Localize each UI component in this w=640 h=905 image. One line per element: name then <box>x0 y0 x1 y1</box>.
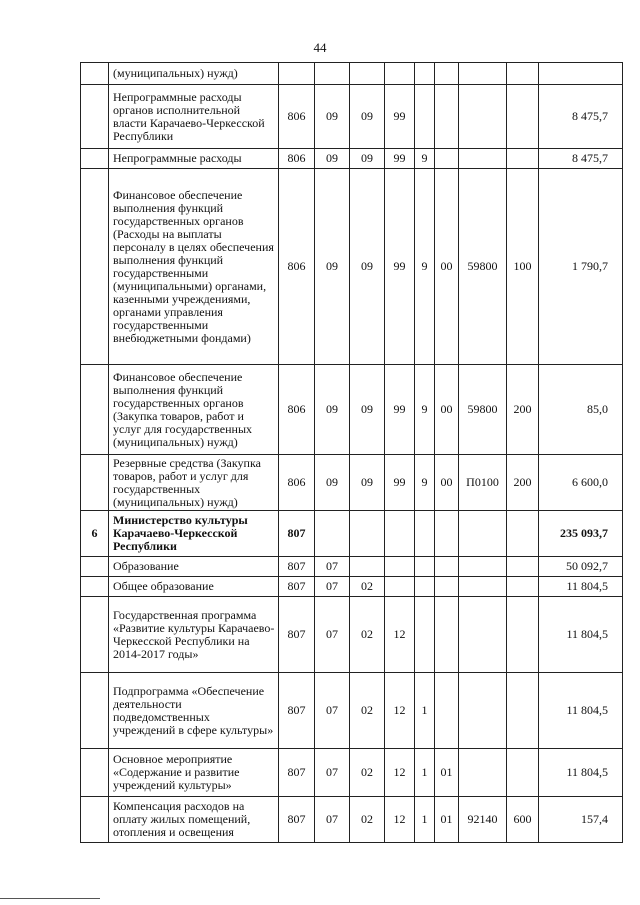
subsection-code-cell: 09 <box>350 85 385 149</box>
subprogram-code-cell: 1 <box>415 673 435 749</box>
subprogram-code-cell <box>415 63 435 85</box>
activity-code-cell <box>435 63 459 85</box>
program-code-cell: 99 <box>385 85 415 149</box>
program-code-cell: 12 <box>385 597 415 673</box>
row-number-cell <box>81 749 109 797</box>
subsection-code-cell <box>350 511 385 557</box>
subsection-code-cell: 09 <box>350 149 385 169</box>
subsection-code-cell: 02 <box>350 673 385 749</box>
subprogram-code-cell: 9 <box>415 169 435 365</box>
direction-code-cell <box>459 597 507 673</box>
amount-cell: 8 475,7 <box>539 149 623 169</box>
expense-type-code-cell <box>507 63 539 85</box>
page-edge-line <box>0 898 100 899</box>
expense-name-cell: Общее образование <box>109 577 279 597</box>
subprogram-code-cell: 9 <box>415 149 435 169</box>
row-number-cell <box>81 455 109 511</box>
ministry-code-cell: 807 <box>279 797 315 843</box>
direction-code-cell: П0100 <box>459 455 507 511</box>
table-row <box>81 169 623 365</box>
direction-code-cell <box>459 511 507 557</box>
subsection-code-cell: 09 <box>350 169 385 365</box>
activity-code-cell: 01 <box>435 797 459 843</box>
section-code-cell: 09 <box>315 149 350 169</box>
section-code-cell: 07 <box>315 557 350 577</box>
table-row <box>81 63 623 85</box>
activity-code-cell: 00 <box>435 455 459 511</box>
expense-name-cell: (муниципальных) нужд) <box>109 63 279 85</box>
section-code-cell: 09 <box>315 85 350 149</box>
amount-cell: 1 790,7 <box>539 169 623 365</box>
subsection-code-cell <box>350 63 385 85</box>
subsection-code-cell: 02 <box>350 597 385 673</box>
subprogram-code-cell: 1 <box>415 749 435 797</box>
row-number-cell <box>81 557 109 577</box>
expense-type-code-cell <box>507 557 539 577</box>
program-code-cell: 12 <box>385 797 415 843</box>
expense-name-cell: Компенсация расходов на оплату жилых помещений, отопления и освещения <box>109 797 279 843</box>
expense-name-cell: Подпрограмма «Обеспечение деятельности подведомственных учреждений в сфере культуры» <box>109 673 279 749</box>
subsection-code-cell: 02 <box>350 797 385 843</box>
activity-code-cell <box>435 577 459 597</box>
amount-cell: 6 600,0 <box>539 455 623 511</box>
subprogram-code-cell <box>415 511 435 557</box>
expense-name-cell: Основное мероприятие «Содержание и развитие учреждений культуры» <box>109 749 279 797</box>
section-code-cell: 07 <box>315 797 350 843</box>
table-row <box>81 511 623 557</box>
expense-name-cell: Резервные средства (Закупка товаров, работ и услуг для государственных (муниципальных) нужд) <box>109 455 279 511</box>
amount-cell: 157,4 <box>539 797 623 843</box>
ministry-code-cell: 807 <box>279 597 315 673</box>
amount-cell: 11 804,5 <box>539 577 623 597</box>
subprogram-code-cell: 1 <box>415 797 435 843</box>
expense-type-code-cell <box>507 149 539 169</box>
expense-name-cell: Финансовое обеспечение выполнения функций государственных органов (Расходы на выплаты персоналу в целях обеспечения выполнения функций государственными (муниципальными) органами, казенными учреждениями, органами управления государственными внебюджетными фондами) <box>109 169 279 365</box>
amount-cell: 11 804,5 <box>539 673 623 749</box>
ministry-code-cell: 806 <box>279 85 315 149</box>
ministry-code-cell: 807 <box>279 577 315 597</box>
expense-type-code-cell <box>507 511 539 557</box>
section-code-cell: 09 <box>315 169 350 365</box>
program-code-cell <box>385 511 415 557</box>
section-code-cell <box>315 511 350 557</box>
row-number-cell <box>81 673 109 749</box>
expense-type-code-cell <box>507 577 539 597</box>
row-number-cell <box>81 169 109 365</box>
ministry-code-cell: 806 <box>279 455 315 511</box>
page-number: 44 <box>313 40 327 55</box>
ministry-code-cell: 807 <box>279 557 315 577</box>
subprogram-code-cell <box>415 557 435 577</box>
expense-name-cell: Государственная программа «Развитие культуры Карачаево-Черкесской Республики на 2014-2017 годы» <box>109 597 279 673</box>
direction-code-cell <box>459 63 507 85</box>
expense-type-code-cell: 100 <box>507 169 539 365</box>
ministry-code-cell <box>279 63 315 85</box>
subsection-code-cell: 02 <box>350 749 385 797</box>
section-code-cell: 07 <box>315 673 350 749</box>
row-number-cell <box>81 149 109 169</box>
expense-type-code-cell <box>507 749 539 797</box>
table-body <box>81 63 623 843</box>
program-code-cell <box>385 577 415 597</box>
table-row <box>81 455 623 511</box>
section-code-cell: 07 <box>315 749 350 797</box>
subprogram-code-cell <box>415 577 435 597</box>
program-code-cell: 99 <box>385 365 415 455</box>
direction-code-cell <box>459 149 507 169</box>
row-number-cell <box>81 597 109 673</box>
direction-code-cell <box>459 577 507 597</box>
amount-cell: 8 475,7 <box>539 85 623 149</box>
amount-cell: 11 804,5 <box>539 749 623 797</box>
expense-name-cell: Министерство культуры Карачаево-Черкесской Республики <box>109 511 279 557</box>
activity-code-cell <box>435 85 459 149</box>
row-number-cell <box>81 63 109 85</box>
subprogram-code-cell <box>415 597 435 673</box>
amount-cell: 235 093,7 <box>539 511 623 557</box>
section-code-cell: 07 <box>315 577 350 597</box>
program-code-cell: 12 <box>385 749 415 797</box>
program-code-cell: 99 <box>385 169 415 365</box>
ministry-code-cell: 806 <box>279 149 315 169</box>
activity-code-cell <box>435 597 459 673</box>
amount-cell: 50 092,7 <box>539 557 623 577</box>
direction-code-cell: 92140 <box>459 797 507 843</box>
section-code-cell: 09 <box>315 455 350 511</box>
expense-type-code-cell <box>507 85 539 149</box>
subprogram-code-cell <box>415 85 435 149</box>
table-row <box>81 577 623 597</box>
expense-type-code-cell: 200 <box>507 365 539 455</box>
direction-code-cell <box>459 749 507 797</box>
ministry-code-cell: 807 <box>279 673 315 749</box>
row-number-cell <box>81 797 109 843</box>
table-row <box>81 365 623 455</box>
direction-code-cell: 59800 <box>459 365 507 455</box>
direction-code-cell: 59800 <box>459 169 507 365</box>
activity-code-cell: 01 <box>435 749 459 797</box>
ministry-code-cell: 806 <box>279 169 315 365</box>
row-number-cell <box>81 365 109 455</box>
table-row <box>81 597 623 673</box>
expense-name-cell: Образование <box>109 557 279 577</box>
activity-code-cell <box>435 149 459 169</box>
subsection-code-cell: 02 <box>350 577 385 597</box>
table-row <box>81 673 623 749</box>
table-row <box>81 557 623 577</box>
subprogram-code-cell: 9 <box>415 365 435 455</box>
direction-code-cell <box>459 557 507 577</box>
section-code-cell <box>315 63 350 85</box>
table-row <box>81 85 623 149</box>
activity-code-cell <box>435 557 459 577</box>
activity-code-cell: 00 <box>435 365 459 455</box>
expense-name-cell: Финансовое обеспечение выполнения функций государственных органов (Закупка товаров, работ и услуг для государственных (муниципальных) нужд) <box>109 365 279 455</box>
activity-code-cell <box>435 511 459 557</box>
direction-code-cell <box>459 673 507 749</box>
expense-type-code-cell <box>507 597 539 673</box>
program-code-cell: 99 <box>385 455 415 511</box>
amount-cell: 85,0 <box>539 365 623 455</box>
table-row <box>81 749 623 797</box>
table-row <box>81 797 623 843</box>
subsection-code-cell <box>350 557 385 577</box>
subprogram-code-cell: 9 <box>415 455 435 511</box>
section-code-cell: 07 <box>315 597 350 673</box>
subsection-code-cell: 09 <box>350 455 385 511</box>
ministry-code-cell: 806 <box>279 365 315 455</box>
activity-code-cell: 00 <box>435 169 459 365</box>
expense-name-cell: Непрограммные расходы органов исполнительной власти Карачаево-Черкесской Республики <box>109 85 279 149</box>
program-code-cell <box>385 557 415 577</box>
activity-code-cell <box>435 673 459 749</box>
expense-type-code-cell: 600 <box>507 797 539 843</box>
ministry-code-cell: 807 <box>279 511 315 557</box>
row-number-cell <box>81 85 109 149</box>
expense-name-cell: Непрограммные расходы <box>109 149 279 169</box>
table-row <box>81 149 623 169</box>
amount-cell: 11 804,5 <box>539 597 623 673</box>
program-code-cell <box>385 63 415 85</box>
subsection-code-cell: 09 <box>350 365 385 455</box>
program-code-cell: 12 <box>385 673 415 749</box>
budget-table <box>80 62 623 843</box>
section-code-cell: 09 <box>315 365 350 455</box>
expense-type-code-cell: 200 <box>507 455 539 511</box>
program-code-cell: 99 <box>385 149 415 169</box>
amount-cell <box>539 63 623 85</box>
row-number-cell <box>81 577 109 597</box>
row-number-cell: 6 <box>81 511 109 557</box>
direction-code-cell <box>459 85 507 149</box>
expense-type-code-cell <box>507 673 539 749</box>
ministry-code-cell: 807 <box>279 749 315 797</box>
